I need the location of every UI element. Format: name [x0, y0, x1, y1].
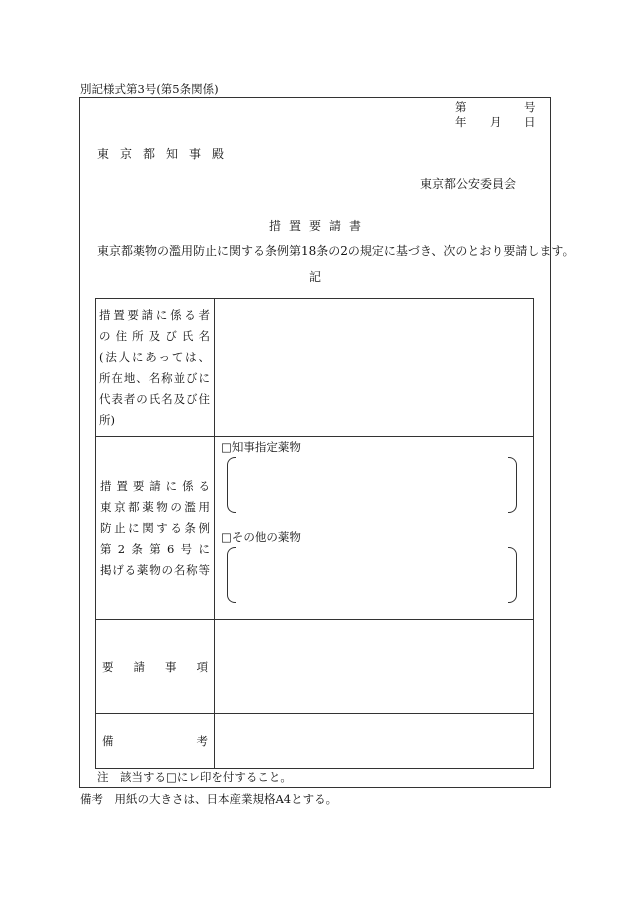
remarks-label-char: 備 [102, 734, 114, 748]
drug-label-line: 東京都薬物の濫用 [100, 499, 210, 514]
drug-label [96, 476, 214, 581]
person-label-line: 所) [99, 412, 115, 427]
right-bracket [508, 457, 517, 513]
request-table [95, 298, 534, 769]
drug-label-line: 掲げる薬物の名称等 [100, 562, 210, 577]
remarks-value-cell[interactable] [215, 714, 534, 769]
remarks-label [96, 733, 214, 749]
request-label-cell [96, 620, 215, 714]
drug-label-line: 第2条第6号に [100, 541, 210, 556]
table-row [96, 620, 534, 714]
drug-label-cell [96, 437, 215, 620]
person-label-line: 所在地、名称並びに [99, 370, 210, 385]
drug-value-cell [215, 437, 534, 620]
person-label-line: の住所及び氏名 [99, 328, 210, 343]
date-day: 日 [524, 115, 536, 129]
sender: 東京都公安委員会 [420, 177, 517, 191]
remarks-label-cell [96, 714, 215, 769]
right-bracket [508, 547, 517, 603]
table-row [96, 299, 534, 437]
date-month: 月 [490, 115, 502, 129]
person-label-cell [96, 299, 215, 437]
request-label-char: 事 [165, 659, 177, 674]
drug-label-line: 措置要請に係る [100, 478, 210, 493]
left-bracket [227, 457, 236, 513]
person-label [96, 303, 214, 433]
date-year: 年 [455, 115, 467, 129]
left-bracket [227, 547, 236, 603]
request-label-char: 請 [133, 659, 145, 674]
designated-drug-bracket-field[interactable] [227, 457, 517, 513]
drug-label-line: 防止に関する条例 [100, 520, 210, 535]
form-label: 別記様式第3号(第5条関係) [80, 82, 219, 96]
person-label-line: 代表者の氏名及び住 [99, 391, 210, 406]
table-row [96, 437, 534, 620]
request-value-cell[interactable] [215, 620, 534, 714]
person-label-line: 措置要請に係る者 [99, 307, 210, 322]
checkbox-designated-drug[interactable]: □知事指定薬物 [221, 440, 301, 454]
addressee: 東京都知事殿 [97, 147, 236, 161]
remarks-label-char: 考 [196, 734, 208, 748]
request-label-char: 要 [102, 659, 114, 674]
other-drug-bracket-field[interactable] [227, 547, 517, 603]
person-label-line: (法人にあっては、 [99, 349, 210, 364]
checkbox-other-drug[interactable]: □その他の薬物 [221, 530, 301, 544]
request-label-char: 項 [196, 659, 208, 674]
request-label [96, 659, 214, 675]
person-value-cell[interactable] [215, 299, 534, 437]
number-suffix: 号 [524, 100, 536, 114]
table-row [96, 714, 534, 769]
remark: 備考 用紙の大きさは、日本産業規格A4とする。 [80, 792, 338, 806]
body-text: 東京都薬物の濫用防止に関する条例第18条の2の規定に基づき、次のとおり要請します。 [97, 244, 575, 258]
ki-heading: 記 [308, 270, 321, 284]
document-title: 措置要請書 [268, 219, 369, 233]
number-prefix: 第 [455, 100, 467, 114]
note: 注 該当する□にレ印を付すること。 [97, 770, 292, 784]
